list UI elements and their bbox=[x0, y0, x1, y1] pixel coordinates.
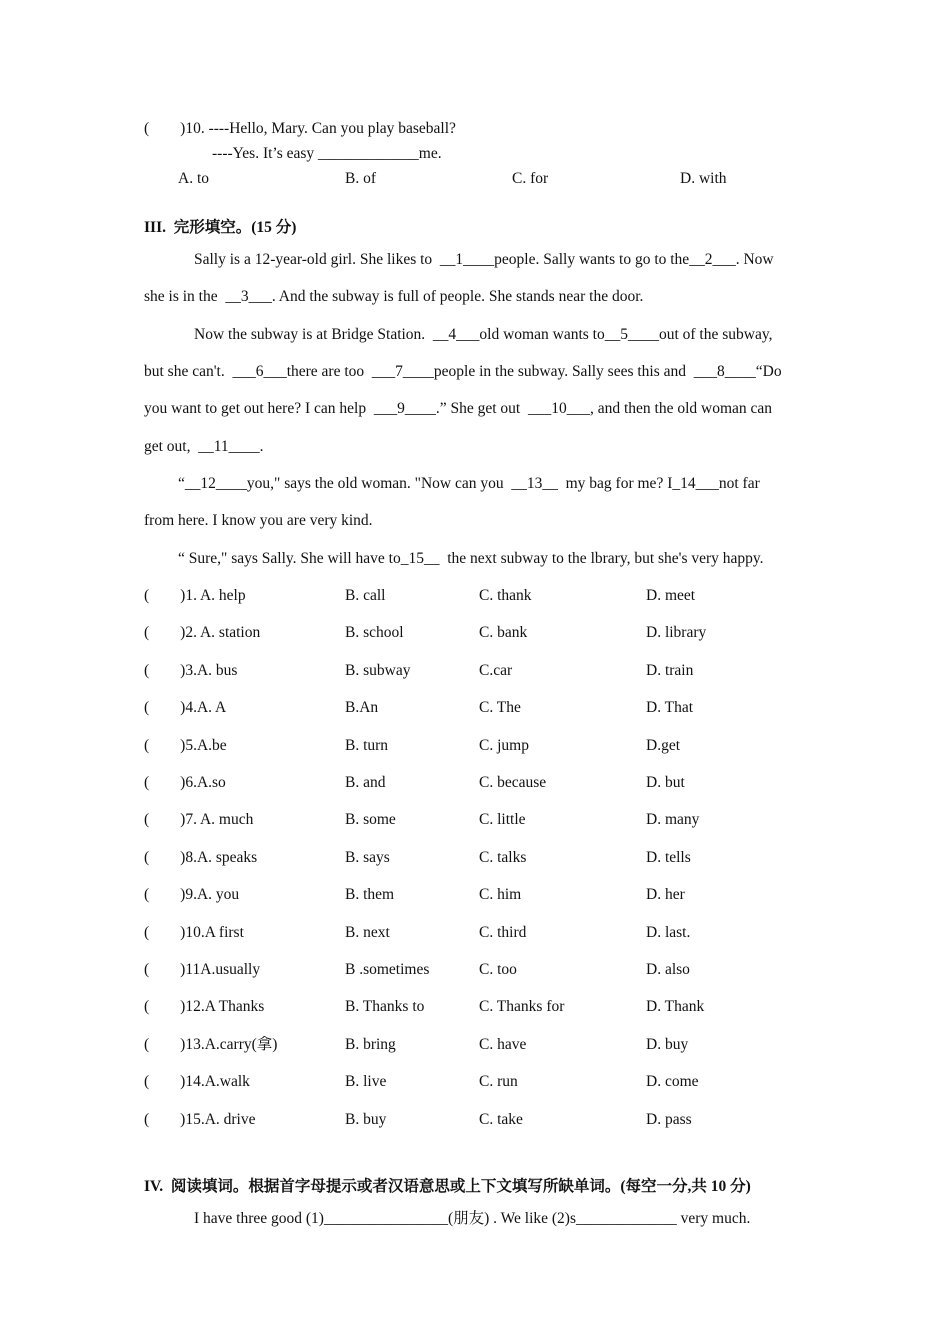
question-stem: ( )9.A. you bbox=[144, 886, 240, 904]
passage-line: “ Sure," says Sally. She will have to_15__ the next subway to the lbrary, but she's very happy. bbox=[178, 550, 764, 567]
question-option-b: B. and bbox=[345, 774, 386, 791]
passage-line: she is in the __3___. And the subway is full of people. She stands near the door. bbox=[144, 288, 644, 305]
question-option-b: B. bring bbox=[345, 1035, 396, 1053]
q10-stem: ( )10. ----Hello, Mary. Can you play baseball? bbox=[144, 120, 456, 137]
question-option-c: C. thank bbox=[479, 587, 532, 604]
question-option-b: B. some bbox=[345, 811, 396, 829]
question-stem: ( )11A.usually bbox=[144, 961, 261, 978]
section3-heading: III. 完形填空。(15 分) bbox=[144, 219, 297, 236]
passage-line: from here. I know you are very kind. bbox=[144, 512, 373, 529]
passage-line: but she can't. ___6___there are too ___7____people in the subway. Sally sees this and ___8____“Do bbox=[144, 363, 782, 380]
q10-option-a: A. to bbox=[178, 170, 209, 187]
question-option-b: B. live bbox=[345, 1073, 387, 1091]
question-option-c: C. third bbox=[479, 923, 527, 941]
question-option-d: D.get bbox=[646, 736, 681, 754]
question-stem: ( )14.A.walk bbox=[144, 1073, 250, 1091]
passage-line: “__12____you," says the old woman. "Now can you __13__ my bag for me? I_14___not far bbox=[178, 475, 760, 492]
question-option-d: D. her bbox=[646, 886, 685, 904]
section4-heading: IV. 阅读填词。根据首字母提示或者汉语意思或上下文填写所缺单词。(每空一分,共 10 分) bbox=[144, 1178, 751, 1195]
question-stem: ( )12.A Thanks bbox=[144, 998, 265, 1016]
question-option-d: D. pass bbox=[646, 1110, 692, 1128]
question-option-c: C. him bbox=[479, 886, 522, 904]
question-stem: ( )13.A.carry(拿) bbox=[144, 1035, 278, 1053]
passage-line: Sally is a 12-year-old girl. She likes to __1____people. Sally wants to go to the__2___. Now bbox=[194, 251, 774, 268]
question-option-b: B. Thanks to bbox=[345, 998, 425, 1016]
question-option-b: B. buy bbox=[345, 1110, 387, 1128]
question-option-d: D. Thank bbox=[646, 998, 705, 1016]
question-stem: ( )8.A. speaks bbox=[144, 848, 258, 866]
question-option-b: B. call bbox=[345, 587, 386, 604]
question-option-b: B. school bbox=[345, 624, 404, 642]
question-option-b: B. subway bbox=[345, 661, 411, 679]
q10-answer-line: ----Yes. It’s easy _____________me. bbox=[212, 145, 442, 162]
section4-line: I have three good (1)________________(朋友) . We like (2)s_____________ very much. bbox=[194, 1210, 751, 1227]
question-stem: ( )5.A.be bbox=[144, 736, 227, 754]
question-option-c: C. have bbox=[479, 1035, 527, 1053]
question-option-b: B. next bbox=[345, 923, 390, 941]
question-stem: ( )10.A first bbox=[144, 923, 244, 941]
question-option-c: C. Thanks for bbox=[479, 998, 565, 1016]
question-option-d: D. That bbox=[646, 699, 694, 717]
q10-option-d: D. with bbox=[680, 170, 727, 187]
question-option-d: D. buy bbox=[646, 1035, 689, 1053]
q10-option-c: C. for bbox=[512, 170, 549, 187]
question-option-d: D. train bbox=[646, 661, 694, 679]
question-option-d: D. last. bbox=[646, 923, 691, 941]
question-option-d: D. come bbox=[646, 1073, 699, 1091]
question-option-b: B .sometimes bbox=[345, 961, 430, 978]
question-option-c: C. The bbox=[479, 699, 521, 717]
question-option-c: C.car bbox=[479, 661, 513, 679]
q10-option-b: B. of bbox=[345, 170, 376, 187]
question-option-c: C. jump bbox=[479, 736, 529, 754]
passage-line: get out, __11____. bbox=[144, 438, 264, 455]
question-stem: ( )1. A. help bbox=[144, 587, 246, 604]
question-option-c: C. talks bbox=[479, 848, 527, 866]
question-option-d: D. many bbox=[646, 811, 700, 829]
question-stem: ( )6.A.so bbox=[144, 774, 226, 791]
question-option-b: B.An bbox=[345, 699, 379, 717]
question-option-b: B. them bbox=[345, 886, 395, 904]
question-option-b: B. says bbox=[345, 848, 390, 866]
question-stem: ( )4.A. A bbox=[144, 699, 227, 717]
question-stem: ( )7. A. much bbox=[144, 811, 254, 829]
question-option-d: D. but bbox=[646, 774, 685, 791]
question-stem: ( )3.A. bus bbox=[144, 661, 238, 679]
passage-line: Now the subway is at Bridge Station. __4___old woman wants to__5____out of the subway, bbox=[194, 326, 773, 343]
question-option-d: D. also bbox=[646, 961, 690, 978]
question-stem: ( )2. A. station bbox=[144, 624, 261, 642]
question-option-d: D. library bbox=[646, 624, 707, 642]
question-option-c: C. because bbox=[479, 774, 547, 791]
question-option-d: D. tells bbox=[646, 848, 691, 866]
question-stem: ( )15.A. drive bbox=[144, 1110, 256, 1128]
question-option-b: B. turn bbox=[345, 736, 389, 754]
question-option-c: C. too bbox=[479, 961, 517, 978]
question-option-d: D. meet bbox=[646, 587, 696, 604]
question-option-c: C. run bbox=[479, 1073, 518, 1091]
question-option-c: C. bank bbox=[479, 624, 528, 642]
passage-line: you want to get out here? I can help ___9____.” She get out ___10___, and then the old woman can bbox=[144, 400, 773, 417]
question-option-c: C. take bbox=[479, 1110, 523, 1128]
question-option-c: C. little bbox=[479, 811, 526, 829]
